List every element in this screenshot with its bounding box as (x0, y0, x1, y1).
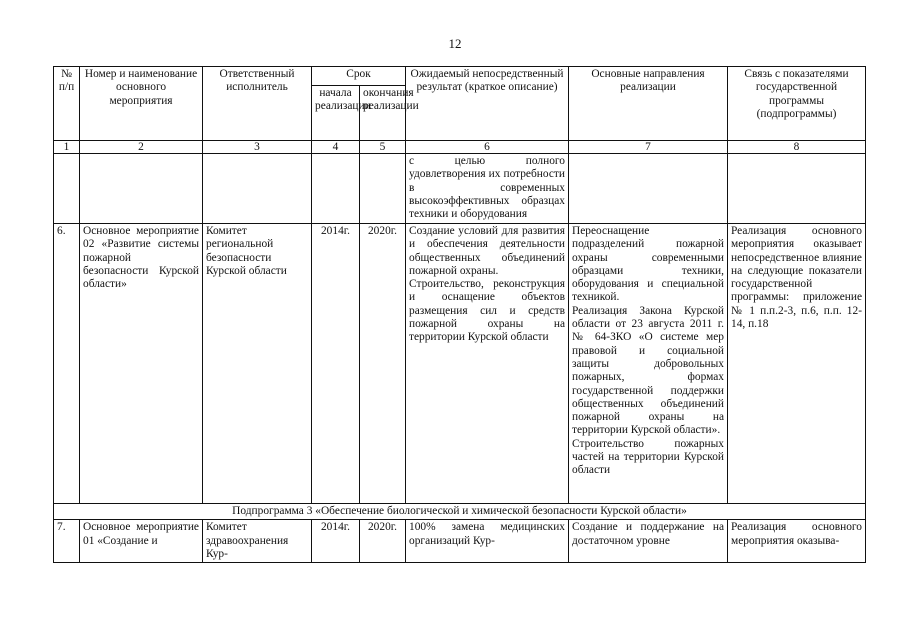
table-row-7 (54, 520, 866, 563)
header-end: окончания реализации (360, 86, 406, 141)
column-number: 5 (360, 141, 406, 154)
column-number: 4 (312, 141, 360, 154)
executor-cell: Комитет региональной безопасности Курской области (203, 224, 312, 504)
start-year: 2014г. (312, 520, 360, 563)
start-year: 2014г. (312, 224, 360, 504)
indicator-link-cell: Реализация основного мероприятия оказывает непосредственное влияние на следующие показатели государственной программы: приложение № 1 п.п.2-3, п.6, п.п. 12-14, п.18 (728, 224, 866, 504)
header-row (54, 67, 866, 86)
column-number: 1 (54, 141, 80, 154)
indicator-link-cell: Реализация основного мероприятия оказыва- (728, 520, 866, 563)
header-term: Срок (312, 67, 406, 86)
result-cell: 100% замена медицинских организаций Кур- (406, 520, 569, 563)
directions-cell: Создание и поддержание на достаточном уровне (569, 520, 728, 563)
result-cell: с целью полного удовлетворения их потребности в современных высокоэффективных образцах техники и оборудования (406, 154, 569, 224)
page-number: 12 (448, 36, 462, 51)
table-row-continued (54, 154, 866, 224)
measure-name: Основное мероприятие 02 «Развитие системы пожарной безопасности Курской области» (80, 224, 203, 504)
column-number-row (54, 141, 866, 154)
header-executor: Ответственный исполнитель (203, 67, 312, 141)
directions-paragraph: Реализация Закона Курской области от 23 августа 2011 г. № 64-ЗКО «О системе мер правовой и социальной защиты добровольных пожарных, формах государственной поддержки общественных объединений пожарной охраны на территории Курской области». (572, 304, 724, 437)
result-cell (406, 224, 569, 504)
header-num: № п/п (54, 67, 80, 141)
column-number: 8 (728, 141, 866, 154)
measures-table (53, 66, 866, 563)
column-number: 6 (406, 141, 569, 154)
directions-paragraph: Переоснащение подразделений пожарной охраны современными образцами техники, оборудования и специальной техникой. (572, 225, 724, 304)
measure-name: Основное мероприятие 01 «Создание и (80, 520, 203, 563)
header-start: начала реализации (312, 86, 360, 141)
table-row-6 (54, 224, 866, 504)
header-result: Ожидаемый непосредственный результат (краткое описание) (406, 67, 569, 141)
row-number: 7. (54, 520, 80, 563)
header-directions: Основные направления реализации (569, 67, 728, 141)
directions-paragraph: Строительство пожарных частей на территории Курской области (572, 437, 724, 477)
subprogram-row (54, 504, 866, 520)
header-link: Связь с показателями государственной программы (подпрограммы) (728, 67, 866, 141)
header-name: Номер и наименование основного мероприятия (80, 67, 203, 141)
end-year: 2020г. (360, 224, 406, 504)
subprogram-title: Подпрограмма 3 «Обеспечение биологической и химической безопасности Курской области» (54, 504, 866, 520)
result-paragraph: Создание условий для развития и обеспечения деятельности общественных объединений пожарной охраны. (409, 225, 565, 277)
executor-cell: Комитет здравоохранения Кур- (203, 520, 312, 563)
result-paragraph: Строительство, реконструкция и оснащение объектов размещения сил и средств пожарной охраны на территории Курской области (409, 278, 565, 344)
column-number: 7 (569, 141, 728, 154)
column-number: 2 (80, 141, 203, 154)
column-number: 3 (203, 141, 312, 154)
end-year: 2020г. (360, 520, 406, 563)
directions-cell (569, 224, 728, 504)
row-number: 6. (54, 224, 80, 504)
